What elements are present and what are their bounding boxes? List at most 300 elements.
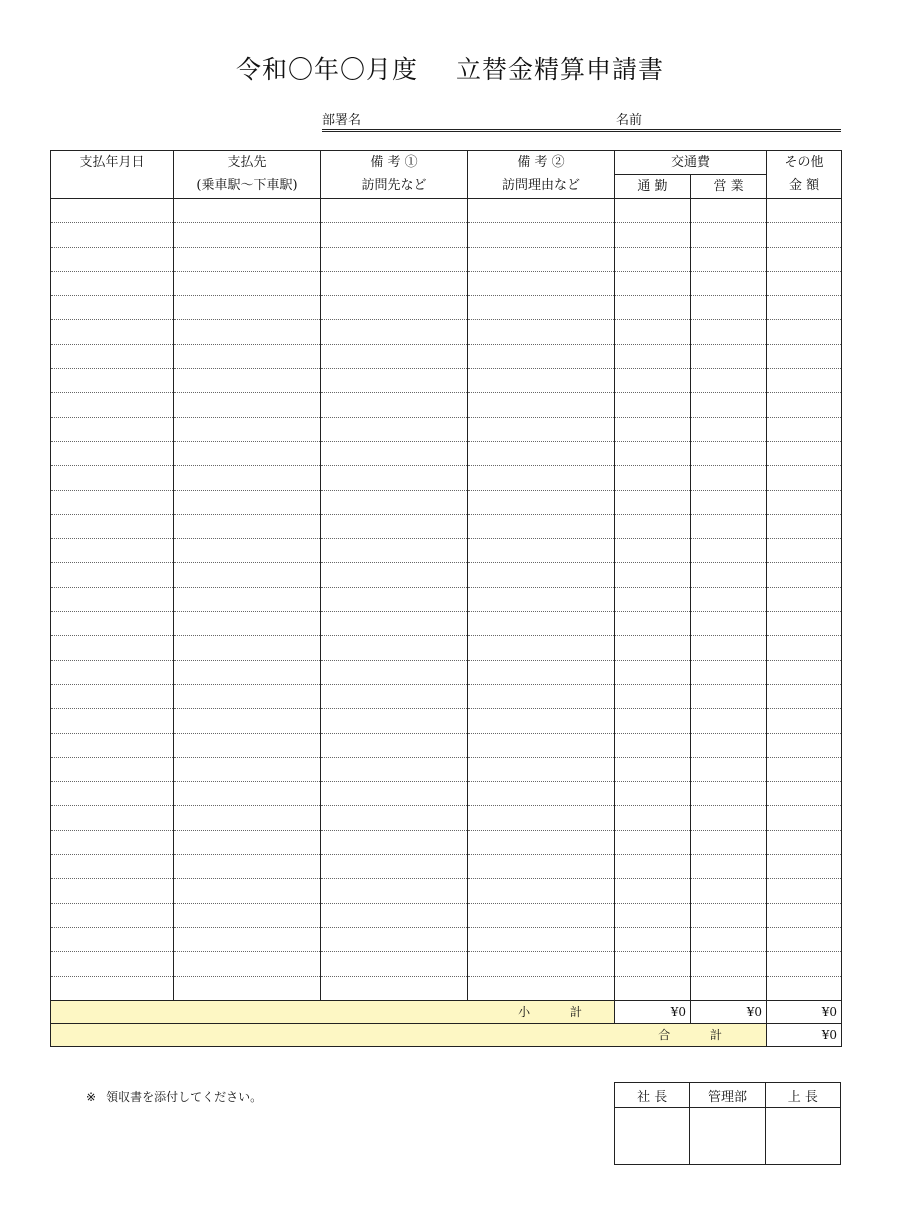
cell-commute[interactable] [615,563,691,587]
cell-payee[interactable] [174,927,321,951]
cell-other[interactable] [767,660,842,684]
cell-note2[interactable] [468,927,615,951]
cell-other[interactable] [767,587,842,611]
cell-other[interactable] [767,247,842,271]
table-row [51,271,842,295]
cell-business[interactable] [691,709,767,733]
cell-business[interactable] [691,855,767,879]
cell-payee[interactable] [174,393,321,417]
cell-commute[interactable] [615,903,691,927]
cell-date[interactable] [51,830,174,854]
cell-date[interactable] [51,223,174,247]
cell-commute[interactable] [615,344,691,368]
cell-note2[interactable] [468,490,615,514]
cell-commute[interactable] [615,393,691,417]
cell-note1[interactable] [321,855,468,879]
cell-business[interactable] [691,563,767,587]
cell-note2[interactable] [468,684,615,708]
cell-note2[interactable] [468,757,615,781]
table-row [51,830,842,854]
cell-commute[interactable] [615,223,691,247]
cell-note1[interactable] [321,709,468,733]
stamp-admin[interactable] [690,1108,765,1165]
cell-date[interactable] [51,296,174,320]
cell-other[interactable] [767,441,842,465]
cell-note1[interactable] [321,879,468,903]
cell-note2[interactable] [468,830,615,854]
cell-note2[interactable] [468,952,615,976]
cell-note1[interactable] [321,636,468,660]
cell-business[interactable] [691,296,767,320]
cell-date[interactable] [51,587,174,611]
table-row [51,247,842,271]
cell-date[interactable] [51,636,174,660]
cell-note2[interactable] [468,393,615,417]
cell-business[interactable] [691,320,767,344]
cell-date[interactable] [51,539,174,563]
cell-business[interactable] [691,344,767,368]
cell-business[interactable] [691,417,767,441]
cell-note1[interactable] [321,296,468,320]
total-value: ¥0 [767,1023,842,1046]
cell-date[interactable] [51,320,174,344]
cell-other[interactable] [767,466,842,490]
cell-note1[interactable] [321,563,468,587]
table-row [51,490,842,514]
header-note1-sub: 訪問先など [321,175,468,199]
table-row [51,223,842,247]
cell-note2[interactable] [468,855,615,879]
table-row [51,563,842,587]
cell-other[interactable] [767,636,842,660]
cell-payee[interactable] [174,879,321,903]
cell-business[interactable] [691,782,767,806]
cell-other[interactable] [767,976,842,1000]
cell-commute[interactable] [615,441,691,465]
cell-other[interactable] [767,806,842,830]
approval-president: 社 長 [615,1083,690,1108]
cell-payee[interactable] [174,587,321,611]
cell-date[interactable] [51,733,174,757]
cell-other[interactable] [767,344,842,368]
cell-note2[interactable] [468,660,615,684]
cell-business[interactable] [691,757,767,781]
cell-business[interactable] [691,587,767,611]
cell-other[interactable] [767,782,842,806]
cell-date[interactable] [51,417,174,441]
cell-note2[interactable] [468,320,615,344]
cell-payee[interactable] [174,563,321,587]
cell-other[interactable] [767,952,842,976]
table-row [51,709,842,733]
cell-note1[interactable] [321,806,468,830]
applicant-info [322,109,841,132]
cell-date[interactable] [51,247,174,271]
cell-commute[interactable] [615,369,691,393]
header-payee-sub: (乗車駅～下車駅) [174,175,321,199]
table-row [51,393,842,417]
cell-note1[interactable] [321,733,468,757]
table-row [51,927,842,951]
cell-note1[interactable] [321,976,468,1000]
cell-date[interactable] [51,757,174,781]
cell-note1[interactable] [321,587,468,611]
header-date-sub [51,175,174,199]
header-note2: 備 考 ② [468,151,615,175]
table-row [51,806,842,830]
cell-note1[interactable] [321,757,468,781]
cell-commute[interactable] [615,490,691,514]
cell-note1[interactable] [321,927,468,951]
header-transport: 交通費 [615,151,767,175]
cell-note1[interactable] [321,952,468,976]
cell-other[interactable] [767,612,842,636]
table-row [51,441,842,465]
cell-date[interactable] [51,806,174,830]
cell-note2[interactable] [468,369,615,393]
cell-payee[interactable] [174,199,321,223]
cell-commute[interactable] [615,296,691,320]
cell-payee[interactable] [174,441,321,465]
cell-business[interactable] [691,879,767,903]
table-row [51,684,842,708]
cell-note1[interactable] [321,199,468,223]
cell-business[interactable] [691,733,767,757]
cell-note1[interactable] [321,903,468,927]
cell-payee[interactable] [174,223,321,247]
cell-other[interactable] [767,369,842,393]
cell-payee[interactable] [174,296,321,320]
cell-other[interactable] [767,903,842,927]
subtotal-other: ¥0 [767,1000,842,1023]
cell-other[interactable] [767,855,842,879]
cell-payee[interactable] [174,247,321,271]
cell-note2[interactable] [468,271,615,295]
cell-note2[interactable] [468,417,615,441]
cell-payee[interactable] [174,952,321,976]
cell-note2[interactable] [468,223,615,247]
cell-note1[interactable] [321,320,468,344]
cell-note2[interactable] [468,441,615,465]
cell-commute[interactable] [615,976,691,1000]
cell-note2[interactable] [468,903,615,927]
cell-commute[interactable] [615,539,691,563]
stamp-supervisor[interactable] [765,1108,840,1165]
cell-note1[interactable] [321,223,468,247]
cell-payee[interactable] [174,612,321,636]
note-text: 領収書を添付してください。 [106,1090,263,1104]
cell-business[interactable] [691,976,767,1000]
table-row [51,514,842,538]
cell-note1[interactable] [321,612,468,636]
header-date: 支払年月日 [51,151,174,175]
table-row [51,344,842,368]
expense-table [50,150,842,1047]
cell-other[interactable] [767,271,842,295]
table-row [51,417,842,441]
cell-commute[interactable] [615,636,691,660]
cell-payee[interactable] [174,976,321,1000]
cell-business[interactable] [691,247,767,271]
cell-commute[interactable] [615,199,691,223]
cell-commute[interactable] [615,855,691,879]
cell-note2[interactable] [468,733,615,757]
cell-payee[interactable] [174,830,321,854]
cell-note1[interactable] [321,466,468,490]
cell-note2[interactable] [468,636,615,660]
table-row [51,539,842,563]
cell-other[interactable] [767,539,842,563]
table-row [51,199,842,223]
header-payee: 支払先 [174,151,321,175]
cell-note1[interactable] [321,490,468,514]
cell-note1[interactable] [321,344,468,368]
table-row [51,903,842,927]
cell-note1[interactable] [321,660,468,684]
cell-commute[interactable] [615,879,691,903]
cell-commute[interactable] [615,806,691,830]
header-other-sub: 金 額 [767,175,842,199]
cell-business[interactable] [691,466,767,490]
cell-payee[interactable] [174,733,321,757]
header-other: その他 [767,151,842,175]
cell-date[interactable] [51,466,174,490]
cell-payee[interactable] [174,855,321,879]
cell-other[interactable] [767,927,842,951]
cell-business[interactable] [691,223,767,247]
cell-note1[interactable] [321,782,468,806]
cell-commute[interactable] [615,830,691,854]
cell-commute[interactable] [615,684,691,708]
header-business: 営 業 [691,175,767,199]
approval-stamp-box [614,1082,841,1165]
cell-other[interactable] [767,223,842,247]
table-row [51,855,842,879]
cell-payee[interactable] [174,320,321,344]
cell-date[interactable] [51,976,174,1000]
cell-commute[interactable] [615,952,691,976]
cell-payee[interactable] [174,369,321,393]
cell-payee[interactable] [174,466,321,490]
cell-date[interactable] [51,855,174,879]
cell-date[interactable] [51,490,174,514]
cell-payee[interactable] [174,539,321,563]
cell-note2[interactable] [468,296,615,320]
cell-commute[interactable] [615,757,691,781]
table-row [51,320,842,344]
cell-note1[interactable] [321,247,468,271]
cell-business[interactable] [691,441,767,465]
cell-other[interactable] [767,830,842,854]
cell-date[interactable] [51,441,174,465]
cell-business[interactable] [691,514,767,538]
cell-business[interactable] [691,806,767,830]
cell-business[interactable] [691,830,767,854]
cell-note1[interactable] [321,393,468,417]
table-row [51,733,842,757]
cell-business[interactable] [691,393,767,417]
table-row [51,587,842,611]
cell-payee[interactable] [174,417,321,441]
cell-payee[interactable] [174,660,321,684]
cell-business[interactable] [691,539,767,563]
cell-date[interactable] [51,344,174,368]
table-row [51,976,842,1000]
name-label: 名前 [616,113,643,128]
cell-business[interactable] [691,490,767,514]
table-row [51,612,842,636]
cell-business[interactable] [691,271,767,295]
cell-other[interactable] [767,296,842,320]
cell-date[interactable] [51,709,174,733]
cell-note1[interactable] [321,441,468,465]
cell-date[interactable] [51,903,174,927]
cell-note1[interactable] [321,830,468,854]
cell-date[interactable] [51,563,174,587]
cell-payee[interactable] [174,757,321,781]
cell-commute[interactable] [615,320,691,344]
table-row [51,757,842,781]
table-row [51,369,842,393]
cell-commute[interactable] [615,514,691,538]
cell-date[interactable] [51,199,174,223]
approval-supervisor: 上 長 [765,1083,840,1108]
cell-date[interactable] [51,393,174,417]
table-row [51,879,842,903]
cell-note1[interactable] [321,369,468,393]
cell-payee[interactable] [174,490,321,514]
cell-business[interactable] [691,903,767,927]
cell-date[interactable] [51,952,174,976]
table-row [51,952,842,976]
header-commute: 通 勤 [615,175,691,199]
note-mark: ※ [86,1090,97,1104]
cell-note2[interactable] [468,247,615,271]
cell-commute[interactable] [615,271,691,295]
cell-note1[interactable] [321,539,468,563]
cell-commute[interactable] [615,782,691,806]
cell-note1[interactable] [321,684,468,708]
cell-other[interactable] [767,563,842,587]
cell-business[interactable] [691,684,767,708]
cell-other[interactable] [767,757,842,781]
cell-note2[interactable] [468,709,615,733]
cell-business[interactable] [691,636,767,660]
title-period: 令和〇年〇月度 [235,55,418,84]
receipt-note [86,1088,262,1105]
cell-date[interactable] [51,782,174,806]
cell-commute[interactable] [615,660,691,684]
header-note1: 備 考 ① [321,151,468,175]
department-label: 部署名 [322,113,362,128]
cell-commute[interactable] [615,466,691,490]
cell-commute[interactable] [615,417,691,441]
cell-other[interactable] [767,490,842,514]
table-row [51,636,842,660]
cell-note2[interactable] [468,612,615,636]
cell-business[interactable] [691,927,767,951]
cell-business[interactable] [691,369,767,393]
cell-date[interactable] [51,369,174,393]
cell-business[interactable] [691,612,767,636]
cell-note2[interactable] [468,782,615,806]
cell-payee[interactable] [174,684,321,708]
cell-payee[interactable] [174,903,321,927]
cell-note2[interactable] [468,514,615,538]
header-note2-sub: 訪問理由など [468,175,615,199]
cell-business[interactable] [691,660,767,684]
cell-note2[interactable] [468,587,615,611]
cell-other[interactable] [767,199,842,223]
cell-business[interactable] [691,199,767,223]
cell-note2[interactable] [468,539,615,563]
cell-payee[interactable] [174,782,321,806]
cell-date[interactable] [51,684,174,708]
cell-note2[interactable] [468,466,615,490]
cell-commute[interactable] [615,587,691,611]
cell-date[interactable] [51,514,174,538]
cell-payee[interactable] [174,806,321,830]
subtotal-commute: ¥0 [615,1000,691,1023]
cell-payee[interactable] [174,514,321,538]
cell-commute[interactable] [615,733,691,757]
form-title [0,50,900,86]
cell-payee[interactable] [174,709,321,733]
cell-business[interactable] [691,952,767,976]
cell-note2[interactable] [468,563,615,587]
cell-commute[interactable] [615,612,691,636]
table-row [51,782,842,806]
cell-note2[interactable] [468,879,615,903]
cell-commute[interactable] [615,709,691,733]
subtotal-label: 小 計 [51,1000,615,1023]
approval-admin: 管理部 [690,1083,765,1108]
cell-other[interactable] [767,393,842,417]
cell-note2[interactable] [468,344,615,368]
cell-other[interactable] [767,320,842,344]
cell-note1[interactable] [321,417,468,441]
cell-note1[interactable] [321,514,468,538]
cell-payee[interactable] [174,636,321,660]
subtotal-business: ¥0 [691,1000,767,1023]
title-form-name: 立替金精算申請書 [456,55,665,84]
table-row [51,660,842,684]
cell-other[interactable] [767,709,842,733]
table-row [51,296,842,320]
cell-date[interactable] [51,660,174,684]
cell-payee[interactable] [174,344,321,368]
cell-note2[interactable] [468,806,615,830]
cell-other[interactable] [767,417,842,441]
cell-note2[interactable] [468,199,615,223]
cell-other[interactable] [767,733,842,757]
cell-commute[interactable] [615,927,691,951]
cell-date[interactable] [51,879,174,903]
total-label: 合 計 [51,1023,767,1046]
cell-other[interactable] [767,879,842,903]
stamp-president[interactable] [615,1108,690,1165]
cell-other[interactable] [767,684,842,708]
cell-date[interactable] [51,612,174,636]
cell-date[interactable] [51,271,174,295]
cell-other[interactable] [767,514,842,538]
table-row [51,466,842,490]
cell-payee[interactable] [174,271,321,295]
cell-commute[interactable] [615,247,691,271]
cell-note1[interactable] [321,271,468,295]
cell-date[interactable] [51,927,174,951]
cell-note2[interactable] [468,976,615,1000]
